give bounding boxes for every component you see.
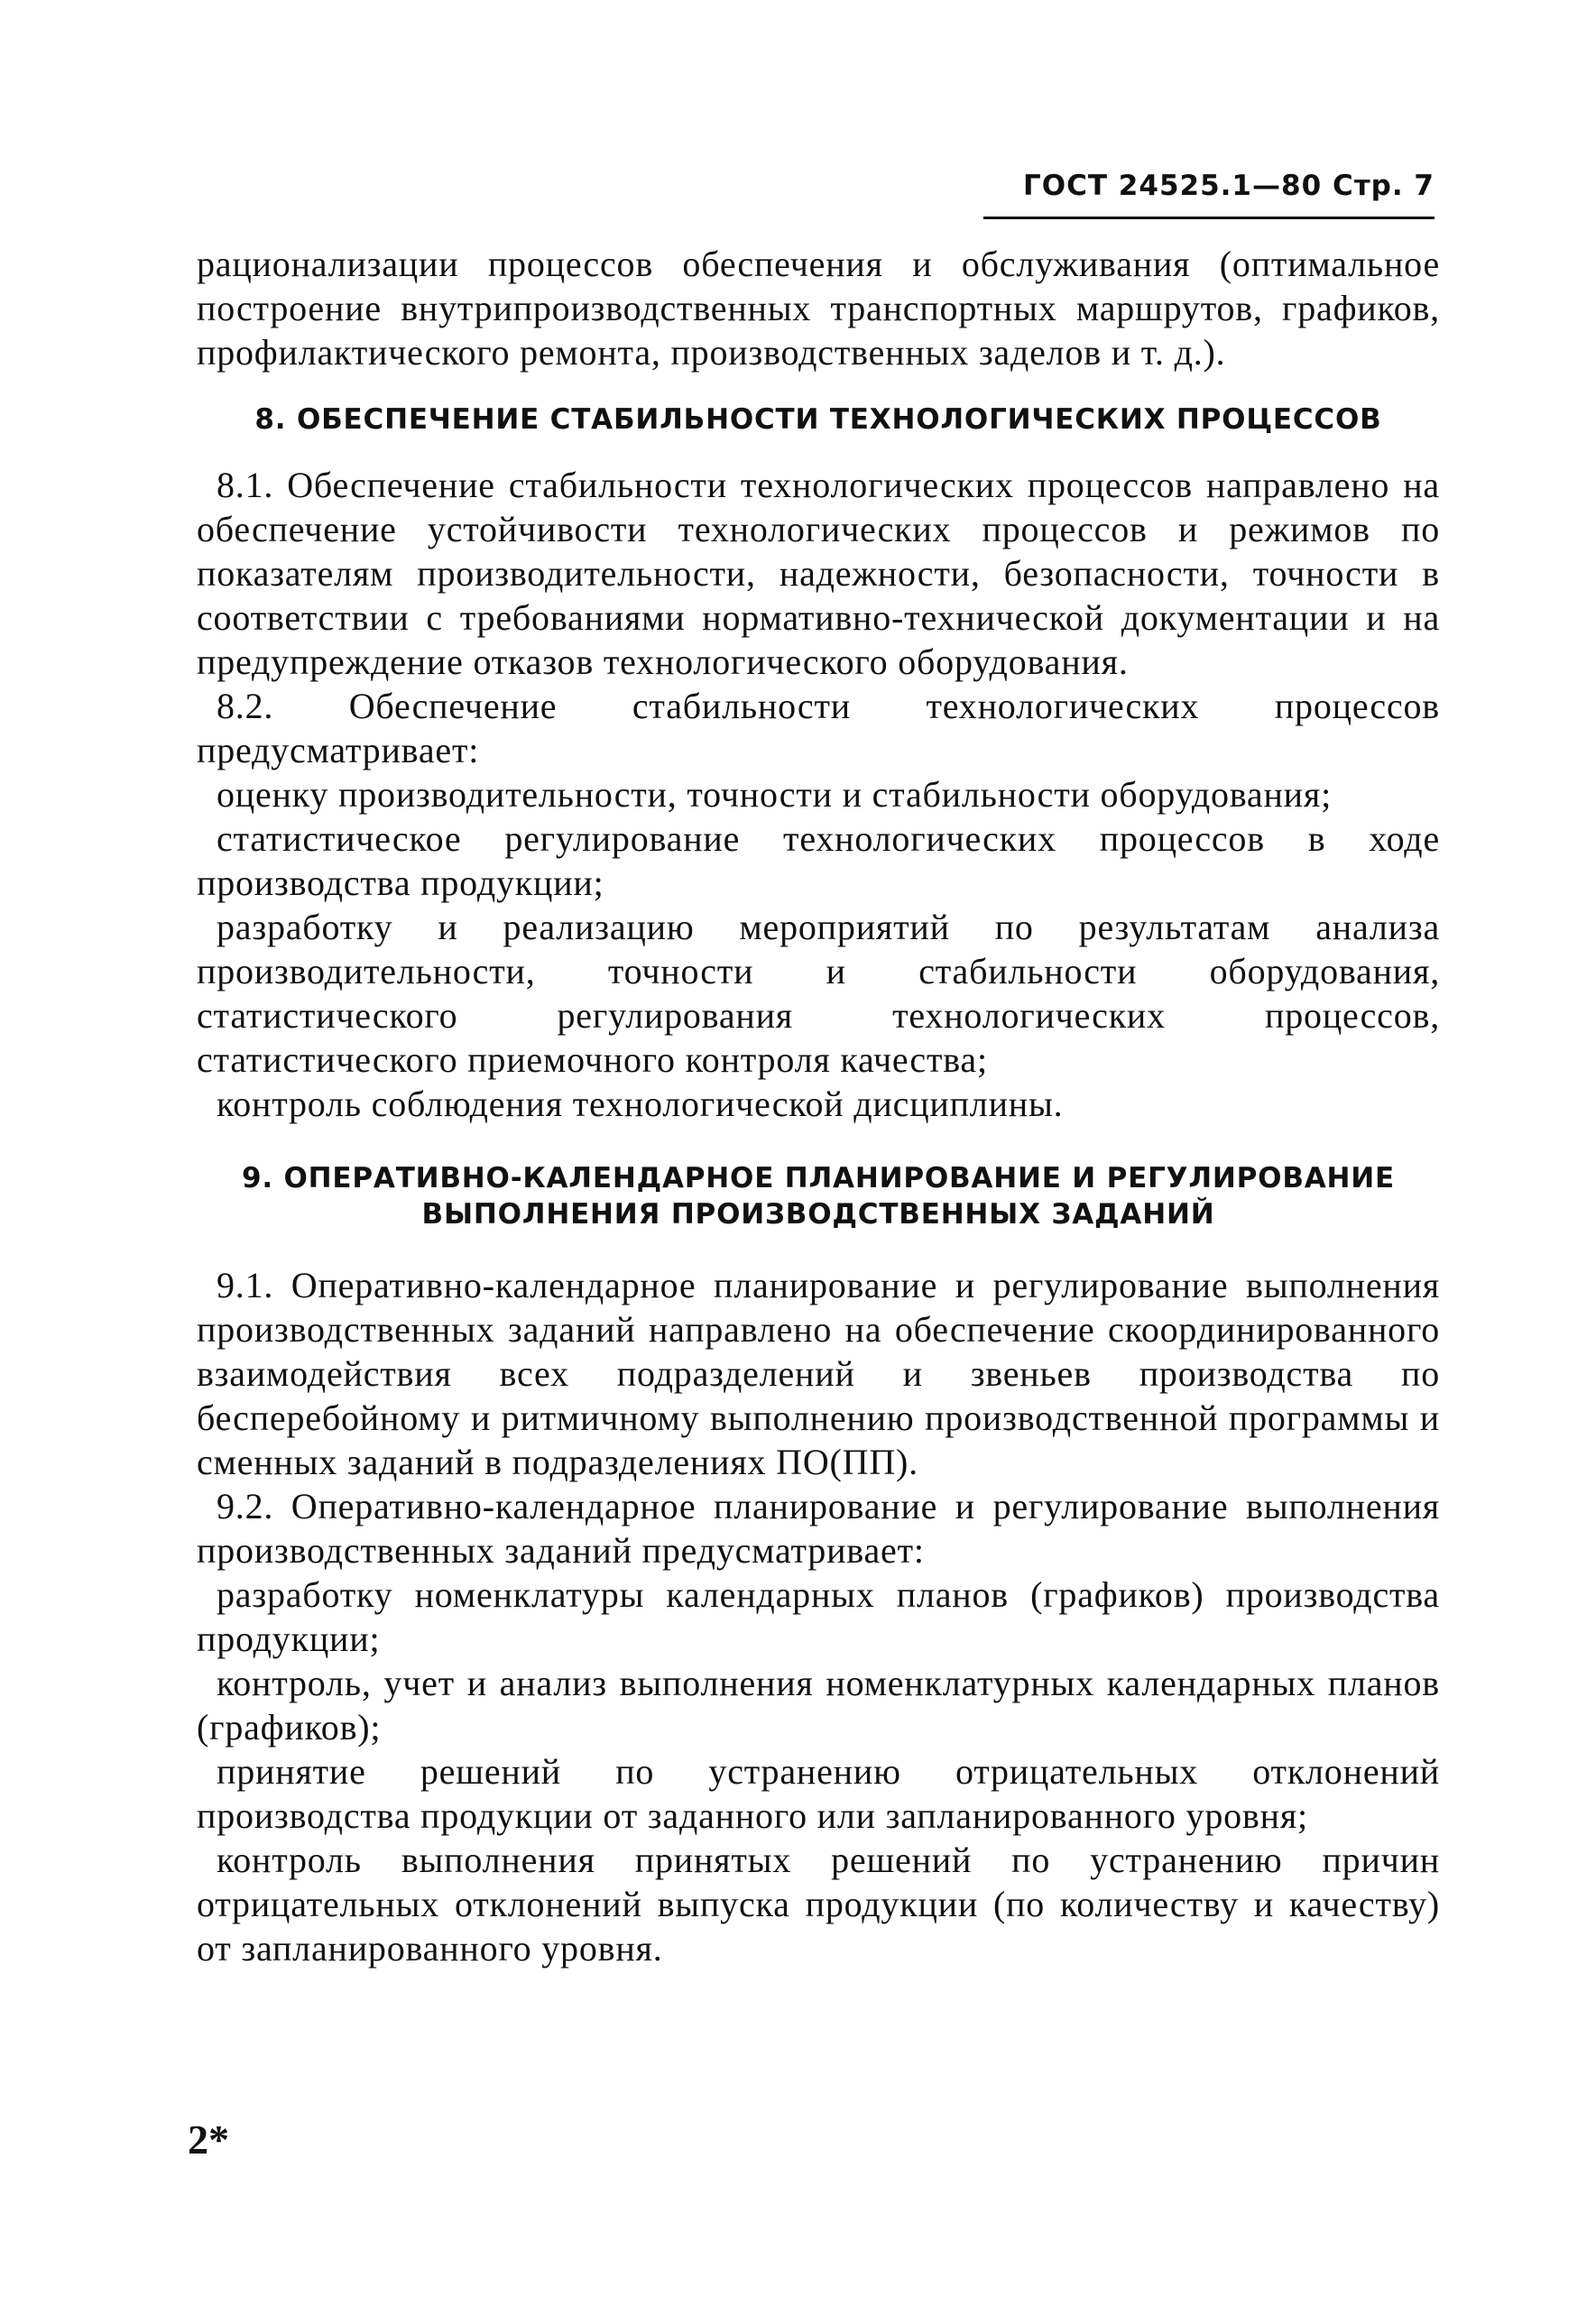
- page-body: [197, 242, 1440, 1970]
- running-header: ГОСТ 24525.1—80 Стр. 7: [1023, 170, 1435, 202]
- list-item: разработку и реализацию мероприятий по результатам анализа производительности, точности и стабильности оборудования, статистического регулирования технологических процессов, статистического приемочного контроля качества;: [197, 907, 1440, 1080]
- signature-mark: 2*: [188, 2117, 229, 2163]
- clause-8-2: 8.2. Обеспечение стабильности технологических процессов предусматривает:: [197, 686, 1440, 770]
- section-9-heading-line-2: ВЫПОЛНЕНИЯ ПРОИЗВОДСТВЕННЫХ ЗАДАНИЙ: [421, 1198, 1215, 1231]
- list-item: контроль, учет и анализ выполнения номенклатурных календарных планов (графиков);: [197, 1663, 1440, 1748]
- section-9-heading: [197, 1160, 1440, 1232]
- list-item: оценку производительности, точности и стабильности оборудования;: [217, 774, 1333, 815]
- section-9-heading-line-1: 9. ОПЕРАТИВНО-КАЛЕНДАРНОЕ ПЛАНИРОВАНИЕ И РЕГУЛИРОВАНИЕ: [241, 1162, 1396, 1194]
- clause-8-1: 8.1. Обеспечение стабильности технологических процессов направлено на обеспечение устойчивости технологических процессов и режимов по показателям производительности, надежности, безопасности, точности в соответствии с требованиями нормативно-технической документации и на предупреждение отказов технологического оборудования.: [197, 465, 1440, 682]
- clause-9-2: 9.2. Оперативно-календарное планирование и регулирование выполнения производственных заданий предусматривает:: [197, 1486, 1440, 1571]
- list-item: принятие решений по устранению отрицательных отклонений производства продукции от заданного или запланированного уровня;: [197, 1751, 1440, 1836]
- clause-9-1: 9.1. Оперативно-календарное планирование и регулирование выполнения производственных заданий направлено на обеспечение скоординированного взаимодействия всех подразделений и звеньев производства по бесперебойному и ритмичному выполнению производственной программы и сменных заданий в подразделениях ПО(ПП).: [197, 1265, 1440, 1482]
- section-8-heading: 8. ОБЕСПЕЧЕНИЕ СТАБИЛЬНОСТИ ТЕХНОЛОГИЧЕСКИХ ПРОЦЕССОВ: [254, 403, 1382, 436]
- list-item: статистическое регулирование технологических процессов в ходе производства продукции;: [197, 818, 1440, 903]
- list-item: контроль выполнения принятых решений по устранению причин отрицательных отклонений выпуска продукции (по количеству и качеству) от запланированного уровня.: [197, 1840, 1440, 1969]
- list-item: разработку номенклатуры календарных планов (графиков) производства продукции;: [197, 1574, 1440, 1659]
- list-item: контроль соблюдения технологической дисциплины.: [217, 1084, 1064, 1124]
- header-rule: [983, 217, 1435, 219]
- intro-continuation-paragraph: рационализации процессов обеспечения и обслуживания (оптимальное построение внутрипроизводственных транспортных маршрутов, графиков, профилактического ремонта, производственных заделов и т. д.).: [197, 244, 1440, 373]
